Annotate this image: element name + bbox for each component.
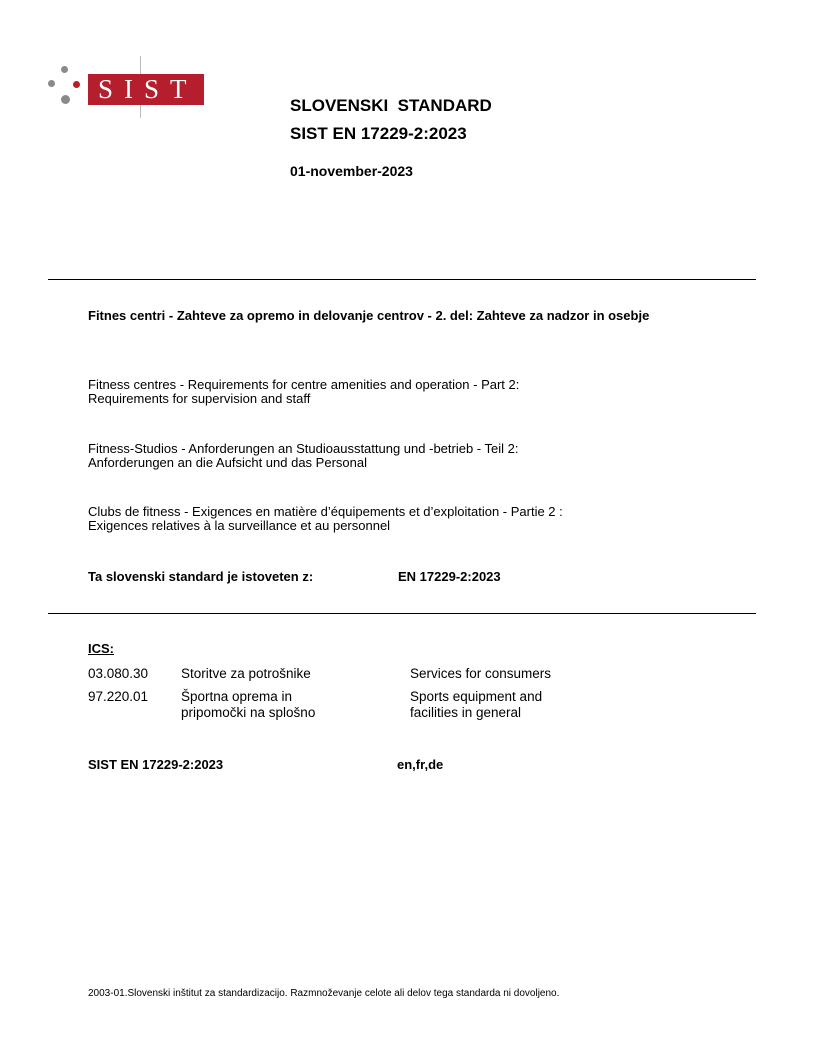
ics-slovenian: Storitve za potrošnike [181, 666, 311, 681]
sist-logo: SIST [88, 74, 204, 105]
identical-statement [88, 570, 728, 584]
copyright-footer: 2003-01.Slovenski inštitut za standardizacijo. Razmnoževanje celote ali delov tega standarda ni dovoljeno. [88, 988, 560, 999]
document-code: SIST EN 17229-2:2023 [88, 757, 224, 772]
document-code-languages [88, 758, 728, 772]
document-languages: en,fr,de [397, 757, 444, 772]
title-french-line: Clubs de fitness - Exigences en matière d’équipements et d’exploitation - Partie 2 : [88, 504, 563, 519]
title-english-line: Fitness centres - Requirements for centre amenities and operation - Part 2: [88, 377, 520, 392]
logo-dot [61, 95, 70, 104]
identical-label: Ta slovenski standard je istoveten z: [88, 569, 314, 584]
title-german-line: Anforderungen an die Aufsicht und das Personal [88, 455, 367, 470]
standard-type: SLOVENSKI STANDARD [290, 96, 492, 115]
logo-dot [48, 80, 55, 87]
title-french [88, 505, 728, 533]
identical-value: EN 17229-2:2023 [398, 569, 501, 584]
title-english [88, 378, 728, 406]
standard-date: 01-november-2023 [290, 163, 413, 179]
title-english-line: Requirements for supervision and staff [88, 391, 311, 406]
ics-english: Services for consumers [410, 666, 552, 681]
title-german-line: Fitness-Studios - Anforderungen an Studioausstattung und -betrieb - Teil 2: [88, 441, 519, 456]
ics-english: Sports equipment and facilities in general [410, 689, 543, 720]
title-german [88, 442, 728, 470]
divider-top [48, 279, 756, 280]
ics-code: 97.220.01 [88, 689, 149, 704]
sist-logo-dots [48, 66, 82, 108]
divider-bottom [48, 613, 756, 614]
ics-slovenian: Športna oprema in pripomočki na splošno [181, 689, 316, 720]
title-slovenian: Fitnes centri - Zahteve za opremo in delovanje centrov - 2. del: Zahteve za nadzor in osebje [88, 308, 650, 323]
logo-dot-red [73, 81, 80, 88]
standard-code: SIST EN 17229-2:2023 [290, 124, 467, 143]
title-french-line: Exigences relatives à la surveillance et au personnel [88, 518, 391, 533]
ics-code: 03.080.30 [88, 666, 149, 681]
logo-dot [61, 66, 68, 73]
ics-label: ICS: [88, 641, 114, 656]
